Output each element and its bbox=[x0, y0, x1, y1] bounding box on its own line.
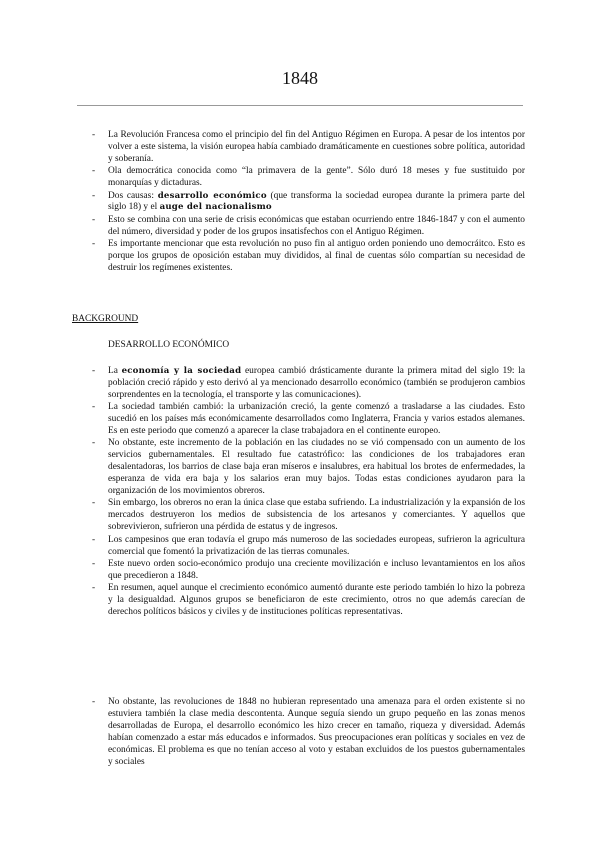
item-text: No obstante, las revoluciones de 1848 no hubieran representado una amenaza para el orden existente si no estuviera también la clase media descontenta. Aunque seguía siendo un grupo pequeño en las zonas menos desarrolladas de Europa, el desarrollo económico les hizo crecer en tamaño, riqueza y diversidad. Además habían comenzado a estar más educados e informados. Sus preocupaciones eran políticas y sociales en vez de económicas. El problema es que no tenían acceso al voto y estaban excluidos de los puestos gubernamentales y sociales bbox=[108, 697, 525, 767]
bullet-dash: - bbox=[92, 559, 96, 569]
list-item bbox=[92, 559, 525, 583]
bullet-dash: - bbox=[92, 697, 96, 707]
economy-list bbox=[92, 366, 525, 619]
list-item bbox=[92, 438, 525, 498]
list-item bbox=[92, 498, 525, 534]
bullet-dash: - bbox=[92, 239, 96, 250]
bullet-dash: - bbox=[92, 190, 96, 201]
item-text: En resumen, aquel aunque el crecimiento económico aumentó durante este periodo también lo hizo la pobreza y la desigualdad. Algunos grupos se beneficiaron de este crecimiento, otros no que además carecían de derechos políticos básicos y civiles y de instituciones políticas representativas. bbox=[108, 583, 525, 618]
intro-list bbox=[92, 130, 525, 275]
item-text: Este nuevo orden socio-económico produjo una creciente movilización e incluso levantamientos en los años que precedieron a 1848. bbox=[108, 559, 525, 581]
item-text: (que transforma la sociedad europea durante la primera parte del siglo 18) y el bbox=[108, 190, 525, 213]
list-item bbox=[92, 239, 525, 275]
bold-term: auge del nacionalismo bbox=[159, 202, 272, 213]
bold-term: desarrollo económico bbox=[157, 190, 267, 201]
bullet-dash: - bbox=[92, 130, 96, 140]
bullet-dash: - bbox=[92, 583, 96, 594]
item-text: Dos causas: bbox=[108, 190, 158, 201]
list-item bbox=[92, 191, 525, 215]
bullet-dash: - bbox=[92, 366, 96, 376]
list-item bbox=[92, 130, 525, 166]
item-text: Ola democrática conocida como “la primavera de la gente”. Sólo duró 18 meses y fue sustituido por monarquías y dictaduras. bbox=[108, 166, 525, 189]
item-text: Esto se combina con una serie de crisis económicas que estaban ocurriendo entre 1846-1847 y con el aumento del número, diversidad y poder de los grupos insatisfechos con el Antiguo Régimen. bbox=[108, 214, 525, 237]
item-text: Sin embargo, los obreros no eran la única clase que estaba sufriendo. La industrialización y la expansión de los mercados destruyeron los medios de subsistencia de los artesanos y comerciantes. Y aquellos que sobrevivieron, sufrieron una pérdida de estatus y de ingresos. bbox=[108, 498, 525, 533]
item-text: No obstante, este incremento de la población en las ciudades no se vió compensado con un aumento de los servicios gubernamentales. El resultado fue catastrófico: las condiciones de los trabajadores eran desalentadoras, los barrios de clase baja eran míseros e insalubres, era habitual los brotes de enfermedades, la esperanza de vida era baja y los salarios eran muy bajos. Todas estas condiciones ayudaron para la organización de los movimientos obreros. bbox=[108, 438, 525, 497]
bullet-dash: - bbox=[92, 214, 96, 225]
list-item bbox=[92, 215, 525, 239]
item-text: La bbox=[108, 366, 122, 376]
item-text: La Revolución Francesa como el principio del fin del Antiguo Régimen en Europa. A pesar de los intentos por volver a este sistema, la visión europea había cambiado dramáticamente en cuestiones sobre política, autoridad y soberanía. bbox=[108, 130, 525, 164]
item-text: Es importante mencionar que esta revolución no puso fin al antiguo orden poniendo uno democráitco. Esto es porque los grupos de oposición estaban muy divididos, al final de cuentas sólo compartían su necesidad de destruir los regímenes existentes. bbox=[108, 239, 525, 273]
list-item bbox=[92, 402, 525, 438]
final-list bbox=[92, 697, 525, 768]
bullet-dash: - bbox=[92, 534, 96, 545]
list-item bbox=[92, 583, 525, 619]
page-title: 1848 bbox=[282, 68, 318, 88]
bold-term: economía y la sociedad bbox=[121, 366, 242, 376]
list-item bbox=[92, 166, 525, 190]
title-divider bbox=[77, 105, 523, 106]
list-item bbox=[92, 697, 525, 768]
section-heading: BACKGROUND bbox=[72, 314, 139, 324]
bullet-dash: - bbox=[92, 402, 96, 413]
list-item bbox=[92, 366, 525, 402]
bullet-dash: - bbox=[92, 498, 96, 509]
subsection-heading: DESARROLLO ECONÓMICO bbox=[108, 340, 230, 350]
bullet-dash: - bbox=[92, 166, 96, 177]
item-text: europea cambió drásticamente durante la primera mitad del siglo 19: la población creció rápido y esto derivó al ya mencionado desarrollo económico (también se produjeron cambios sorprendentes en la tecnología, el transporte y las comunicaciones). bbox=[108, 366, 525, 400]
list-item bbox=[92, 535, 525, 559]
bullet-dash: - bbox=[92, 438, 96, 449]
item-text: Los campesinos que eran todavía el grupo más numeroso de las sociedades europeas, sufrieron la agricultura comercial que fomentó la privatización de las tierras comunales. bbox=[108, 534, 525, 557]
item-text: La sociedad también cambió: la urbanización creció, la gente comenzó a trasladarse a las ciudades. Esto sucedió en los países más económicamente desarrollados como Inglaterra, Francia y varios estados alemanes. Es en este periodo que comenzó a aparecer la clase trabajadora en el continente europeo. bbox=[108, 402, 525, 437]
